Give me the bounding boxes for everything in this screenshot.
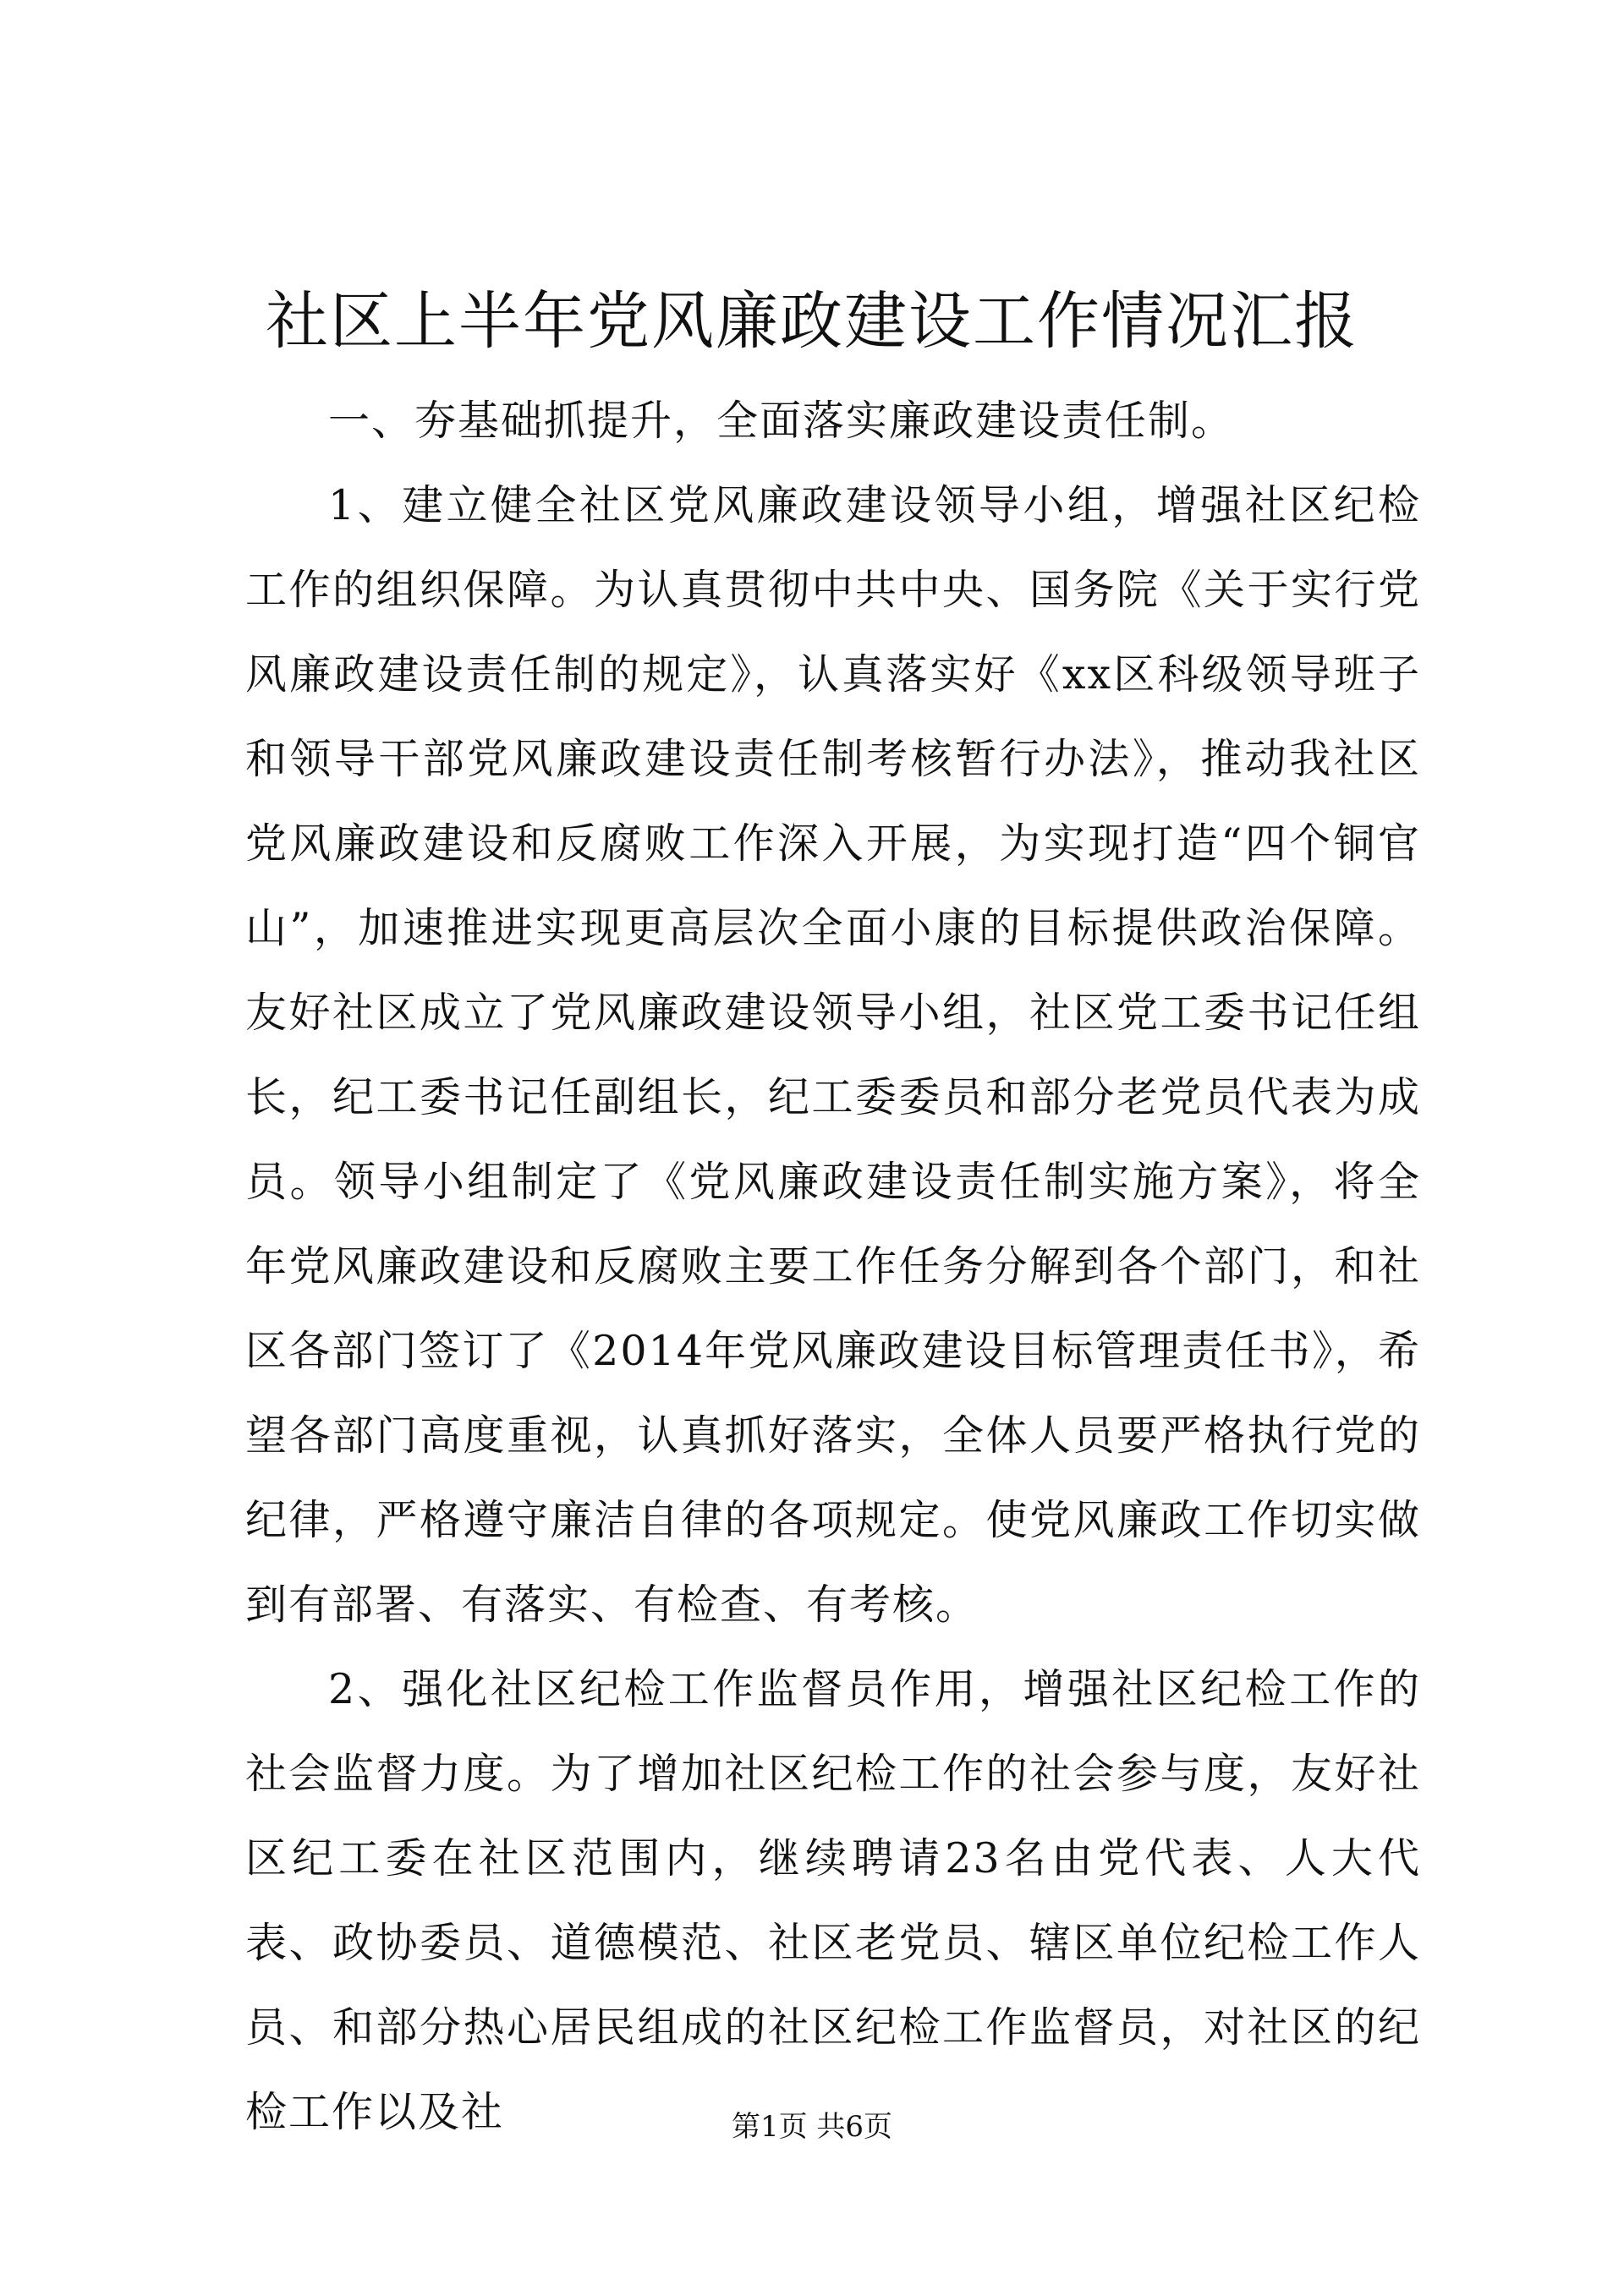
- page-number-footer: 第1页 共6页: [731, 2110, 893, 2144]
- paragraph-section-heading: 一、夯基础抓提升，全面落实廉政建设责任制。: [328, 397, 1235, 445]
- paragraph-item-2: 2、强化社区纪检工作监督员作用，增强社区纪检工作的社会监督力度。为了增加社区纪检工作的社会参与度，友好社区纪工委在社区范围内，继续聘请23名由党代表、人大代表、政协委员、道德模范、社区老党员、辖区单位纪检工作人员、和部分热心居民组成的社区纪检工作监督员，对社区的纪检工作以及社: [245, 1665, 1421, 2136]
- document-body: [245, 379, 1421, 2155]
- document-title: 社区上半年党风廉政建设工作情况汇报: [266, 285, 1358, 358]
- paragraph-item-1: 1、建立健全社区党风廉政建设领导小组，增强社区纪检工作的组织保障。为认真贯彻中共中央、国务院《关于实行党风廉政建设责任制的规定》，认真落实好《xx区科级领导班子和领导干部党风廉政建设责任制考核暂行办法》，推动我社区党风廉政建设和反腐败工作深入开展，为实现打造“四个铜官山”，加速推进实现更高层次全面小康的目标提供政治保障。友好社区成立了党风廉政建设领导小组，社区党工委书记任组长，纪工委书记任副组长，纪工委委员和部分老党员代表为成员。领导小组制定了《党风廉政建设责任制实施方案》，将全年党风廉政建设和反腐败主要工作任务分解到各个部门，和社区各部门签订了《2014年党风廉政建设目标管理责任书》，希望各部门高度重视，认真抓好落实，全体人员要严格执行党的纪律，严格遵守廉洁自律的各项规定。使党风廉政工作切实做到有部署、有落实、有检查、有考核。: [245, 481, 1421, 1629]
